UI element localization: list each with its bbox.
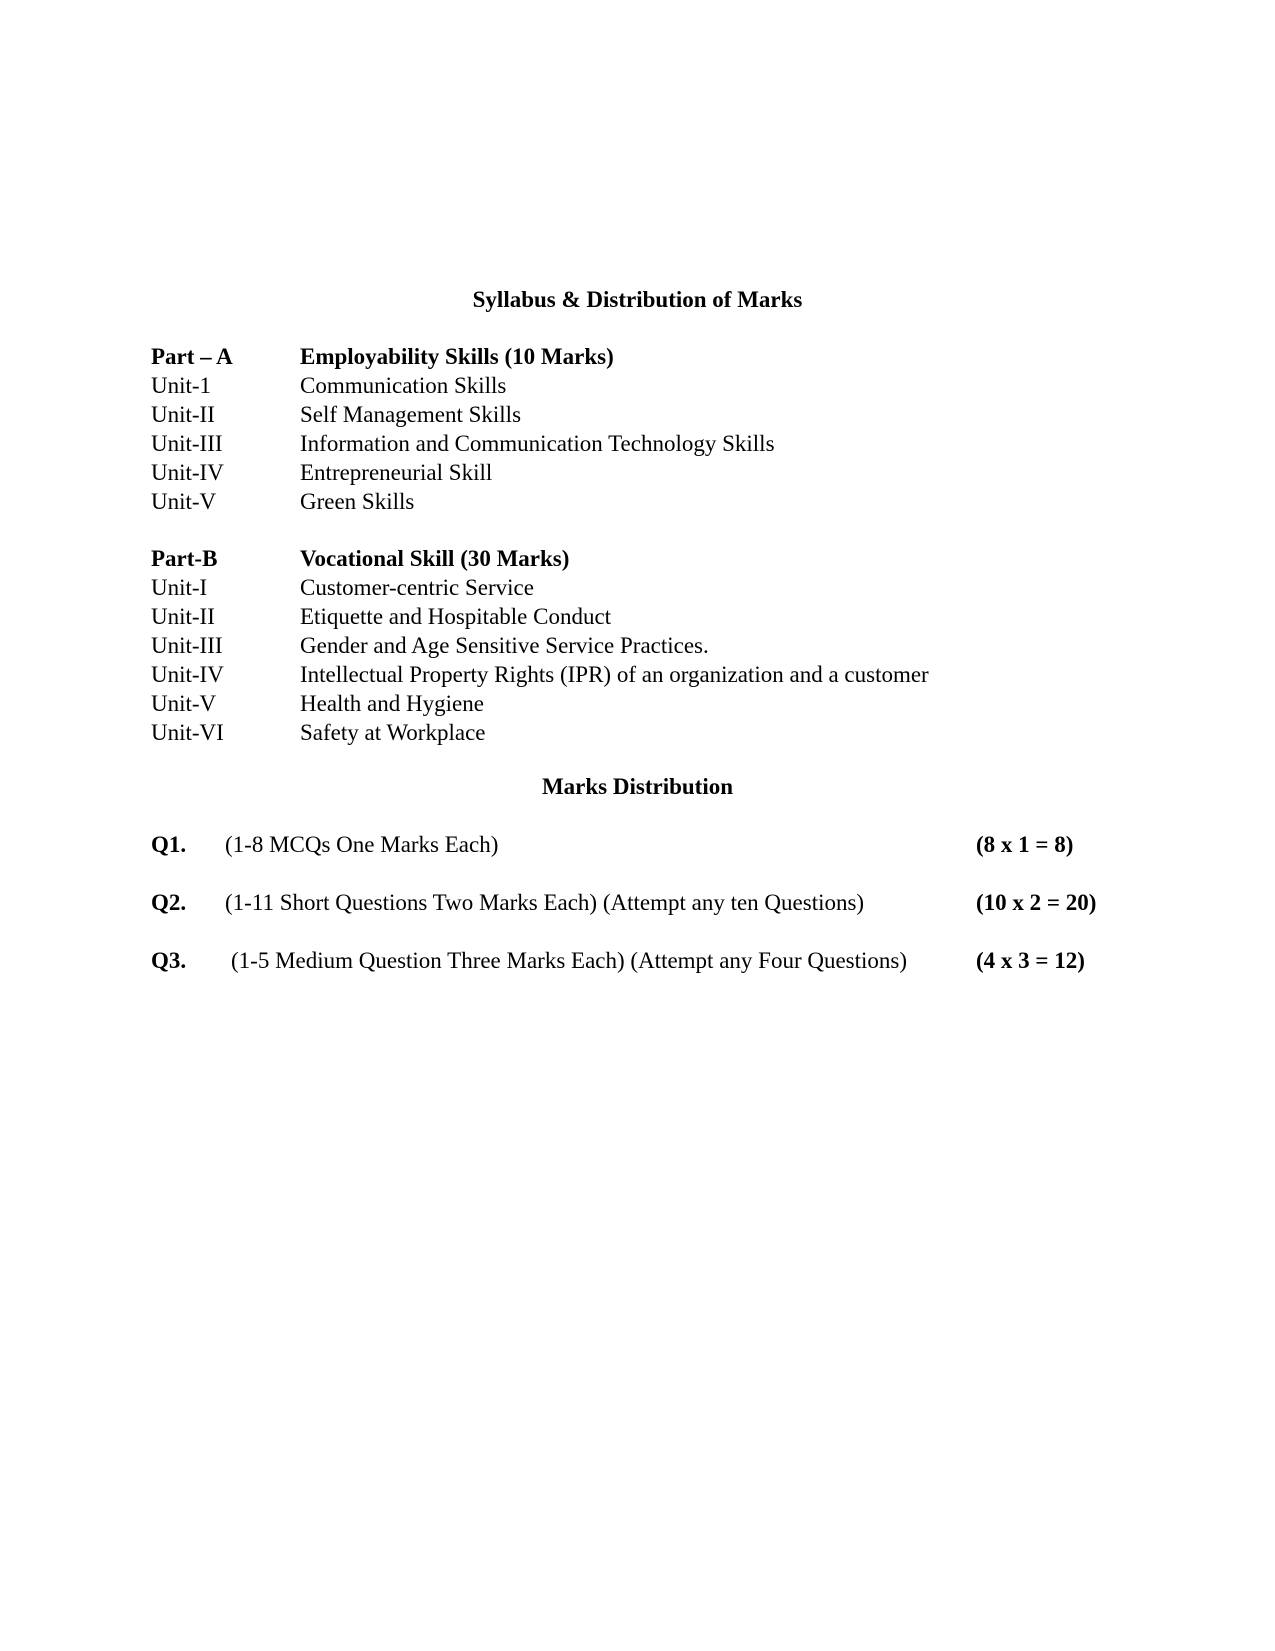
- unit-row: [151, 458, 1051, 487]
- question-number: Q2.: [151, 890, 187, 915]
- unit-topic: Gender and Age Sensitive Service Practices.: [300, 633, 709, 658]
- unit-row: [151, 631, 1051, 660]
- unit-row: [151, 487, 1051, 516]
- unit-label: Unit-III: [151, 633, 223, 658]
- part-b-label: Part-B: [151, 546, 218, 571]
- unit-topic: Information and Communication Technology Skills: [300, 431, 775, 456]
- unit-label: Unit-V: [151, 489, 217, 514]
- unit-row: [151, 660, 1051, 689]
- unit-topic: Etiquette and Hospitable Conduct: [300, 604, 612, 629]
- unit-row: [151, 400, 1051, 429]
- unit-label: Unit-IV: [151, 662, 224, 687]
- unit-label: Unit-V: [151, 691, 217, 716]
- question-number: Q3.: [151, 948, 187, 973]
- unit-label: Unit-VI: [151, 720, 224, 745]
- unit-row: [151, 573, 1051, 602]
- part-a-header: [151, 342, 1051, 371]
- unit-label: Unit-II: [151, 402, 215, 427]
- unit-topic: Safety at Workplace: [300, 720, 486, 745]
- question-marks: (8 x 1 = 8): [976, 832, 1074, 857]
- marks-distribution-title: Marks Distribution: [541, 774, 734, 799]
- unit-topic: Health and Hygiene: [300, 691, 484, 716]
- unit-label: Unit-1: [151, 373, 212, 398]
- unit-topic: Green Skills: [300, 489, 415, 514]
- part-a-label: Part – A: [151, 344, 233, 369]
- question-row: [151, 946, 1111, 976]
- unit-row: [151, 602, 1051, 631]
- unit-topic: Communication Skills: [300, 373, 507, 398]
- unit-row: [151, 371, 1051, 400]
- part-b-section: [151, 544, 1051, 747]
- unit-row: [151, 689, 1051, 718]
- unit-topic: Entrepreneurial Skill: [300, 460, 493, 485]
- unit-topic: Self Management Skills: [300, 402, 522, 427]
- unit-topic: Intellectual Property Rights (IPR) of an organization and a customer: [300, 662, 929, 687]
- question-marks: (4 x 3 = 12): [976, 948, 1085, 973]
- unit-topic: Customer-centric Service: [300, 575, 534, 600]
- page-title: Syllabus & Distribution of Marks: [472, 287, 803, 312]
- unit-label: Unit-II: [151, 604, 215, 629]
- part-a-heading: Employability Skills (10 Marks): [300, 344, 614, 369]
- unit-label: Unit-IV: [151, 460, 224, 485]
- question-description: (1-5 Medium Question Three Marks Each) (Attempt any Four Questions): [231, 948, 908, 973]
- part-b-header: [151, 544, 1051, 573]
- unit-row: [151, 429, 1051, 458]
- unit-label: Unit-I: [151, 575, 208, 600]
- part-b-heading: Vocational Skill (30 Marks): [300, 546, 570, 571]
- question-description: (1-8 MCQs One Marks Each): [225, 832, 499, 857]
- unit-row: [151, 718, 1051, 747]
- question-row: [151, 830, 1111, 860]
- part-a-section: [151, 342, 1051, 516]
- question-number: Q1.: [151, 832, 187, 857]
- unit-label: Unit-III: [151, 431, 223, 456]
- question-marks: (10 x 2 = 20): [976, 890, 1097, 915]
- question-description: (1-11 Short Questions Two Marks Each) (Attempt any ten Questions): [225, 890, 865, 915]
- question-row: [151, 888, 1111, 918]
